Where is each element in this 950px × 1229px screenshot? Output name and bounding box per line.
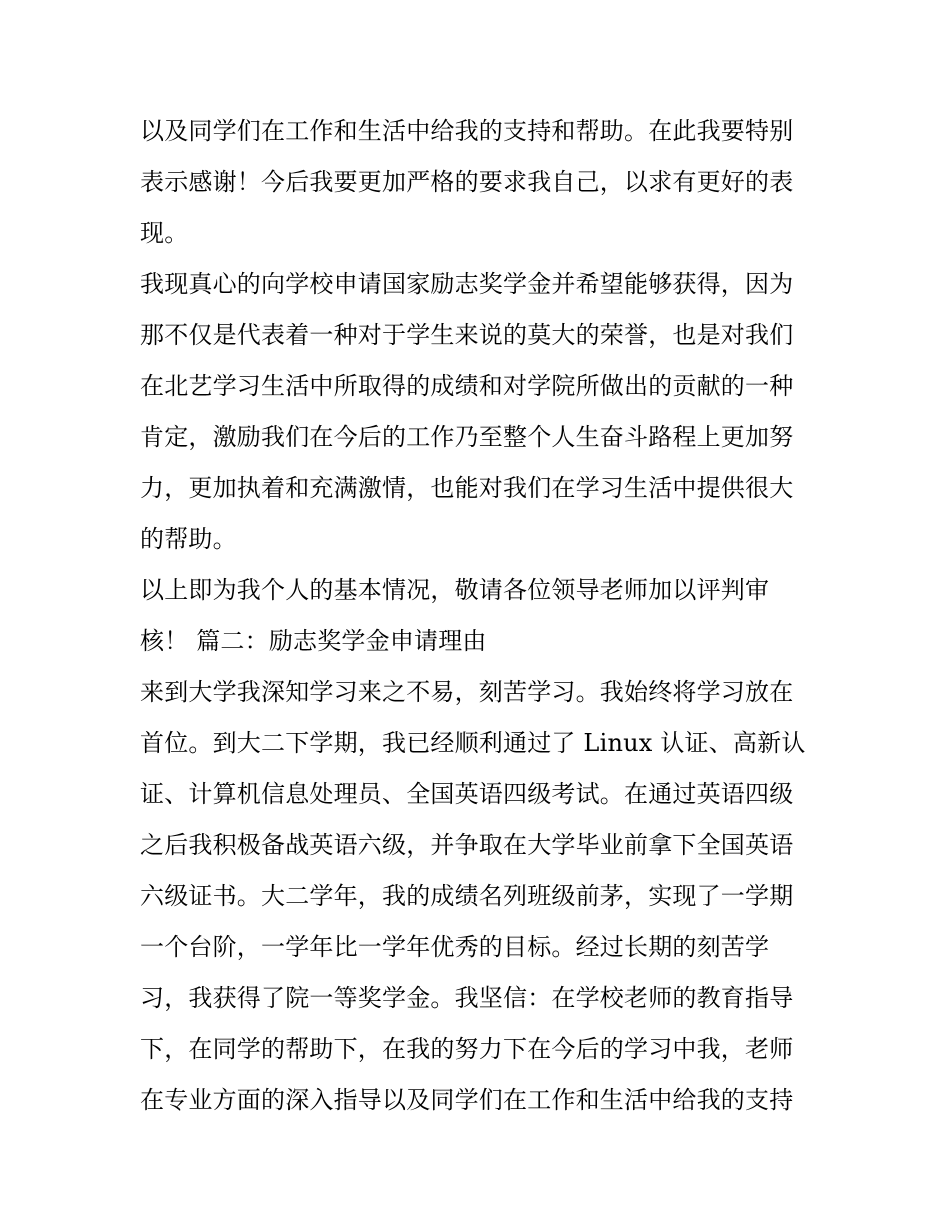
text-line: 核！ 篇二：励志奖学金申请理由 [140,627,487,655]
text-line: 来到大学我深知学习来之不易，刻苦学习。我始终将学习放在 [140,678,794,706]
text-line: 那不仅是代表着一种对于学生来说的莫大的荣誉，也是对我们 [140,321,794,349]
body-text [140,106,840,1126]
text-line: 肯定，激励我们在今后的工作乃至整个人生奋斗路程上更加努 [140,423,794,451]
text-line: 我现真心的向学校申请国家励志奖学金并希望能够获得，因为 [140,270,794,298]
text-line: 以上即为我个人的基本情况，敬请各位领导老师加以评判审 [140,576,770,604]
text-line: 表示感谢！今后我要更加严格的要求我自己，以求有更好的表 [140,168,794,196]
text-line: 一个台阶，一学年比一学年优秀的目标。经过长期的刻苦学 [140,933,770,961]
text-line: 的帮助。 [140,525,237,553]
text-line: 习，我获得了院一等奖学金。我坚信：在学校老师的教育指导 [140,984,794,1012]
text-line: 以及同学们在工作和生活中给我的支持和帮助。在此我要特别 [140,117,794,145]
text-line: 首位。到大二下学期，我已经顺利通过了 Linux 认证、高新认 [140,729,806,757]
text-line: 在北艺学习生活中所取得的成绩和对学院所做出的贡献的一种 [140,372,794,400]
text-line: 在专业方面的深入指导以及同学们在工作和生活中给我的支持 [140,1086,794,1114]
text-line: 证、计算机信息处理员、全国英语四级考试。在通过英语四级 [140,780,794,808]
text-line: 力，更加执着和充满激情，也能对我们在学习生活中提供很大 [140,474,794,502]
text-line: 之后我积极备战英语六级，并争取在大学毕业前拿下全国英语 [140,831,794,859]
text-line: 现。 [140,219,189,247]
text-line: 下，在同学的帮助下，在我的努力下在今后的学习中我，老师 [140,1035,794,1063]
text-line: 六级证书。大二学年，我的成绩名列班级前茅，实现了一学期 [140,882,794,910]
